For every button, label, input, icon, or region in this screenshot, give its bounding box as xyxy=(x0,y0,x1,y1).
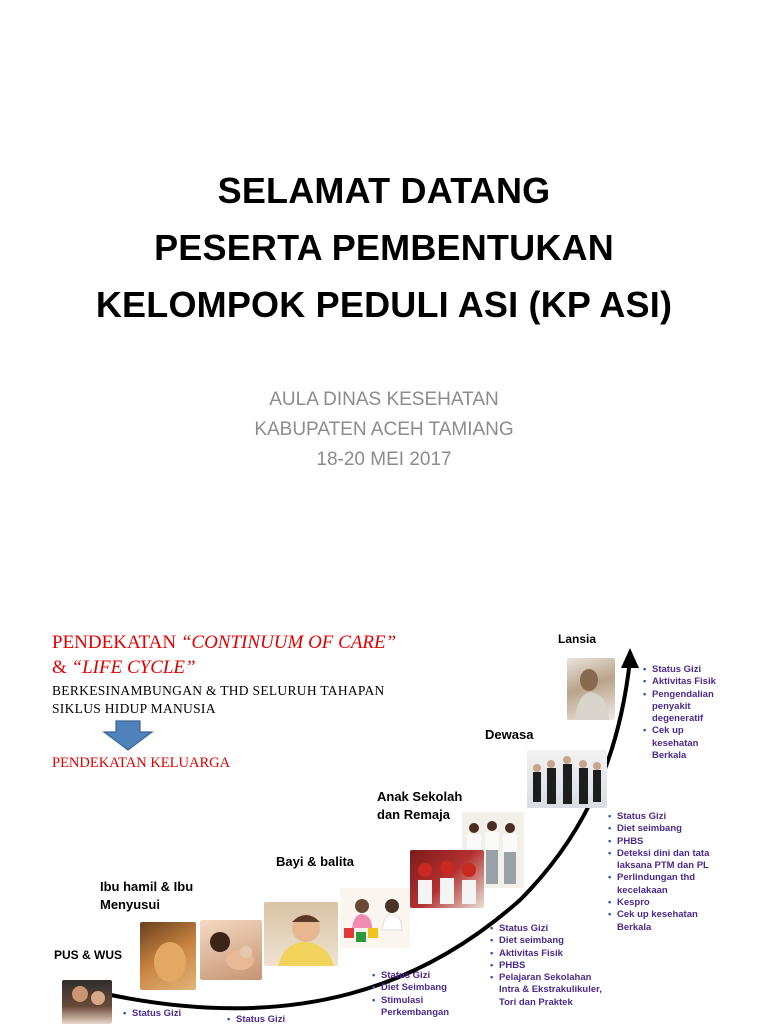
subheading-line-1: BERKESINAMBUNGAN & THD SELURUH TAHAPAN xyxy=(52,683,385,698)
list-item: • Status Gizi xyxy=(607,811,712,823)
list-item: • Status Gizi xyxy=(642,664,726,676)
list-item: • Stimulasi Perkembangan xyxy=(371,995,471,1020)
photo-anak-sekolah xyxy=(410,850,484,908)
heading-continuum: “CONTINUUM OF CARE” xyxy=(180,632,397,653)
title-line-2: PESERTA PEMBENTUKAN xyxy=(154,227,614,268)
approach-subheading xyxy=(52,682,385,718)
list-bayi-balita xyxy=(371,970,471,1019)
list-item: • Deteksi dini dan tata laksana PTM dan PL xyxy=(607,848,712,873)
heading-prefix: PENDEKATAN xyxy=(52,632,181,653)
photo-lansia xyxy=(567,658,615,720)
list-item: • Status Gizi xyxy=(122,1008,202,1020)
stage-ibu-line-1: Ibu hamil & Ibu xyxy=(100,879,194,894)
list-item: • PHBS xyxy=(607,836,712,848)
stage-lansia: Lansia xyxy=(558,632,597,646)
heading-and: & xyxy=(52,657,72,678)
slide-subtitle xyxy=(0,385,768,475)
stage-ibu-line-2: Menyusui xyxy=(100,897,160,912)
subheading-line-2: SIKLUS HIDUP MANUSIA xyxy=(52,701,216,716)
list-lansia xyxy=(642,664,726,762)
list-item: • Cek up kesehatan Berkala xyxy=(607,909,712,934)
stage-ibu xyxy=(100,878,193,914)
down-arrow-icon xyxy=(102,720,154,752)
list-item: • Pelajaran Sekolahan Intra & Ekstrakulikuler, Tori dan Praktek xyxy=(489,972,611,1009)
photo-balita xyxy=(340,888,410,948)
list-item: • Diet seimbang xyxy=(607,823,712,835)
stage-dewasa: Dewasa xyxy=(485,727,534,742)
list-pus xyxy=(122,1008,202,1020)
list-item: • Status Gizi xyxy=(226,1014,306,1024)
title-line-3: KELOMPOK PEDULI ASI (KP ASI) xyxy=(95,284,673,325)
list-item: • Kespro xyxy=(607,897,712,909)
list-dewasa xyxy=(607,811,712,934)
stage-anak-line-1: Anak Sekolah xyxy=(377,789,463,804)
list-item: • Diet seimbang xyxy=(489,935,611,947)
list-item: • Pengendalian penyakit degeneratif xyxy=(642,689,726,726)
list-item: • Perlindungan thd kecelakaan xyxy=(607,872,712,897)
photo-bayi xyxy=(264,902,338,966)
life-cycle-slide xyxy=(0,600,768,1024)
list-ibu xyxy=(226,1014,306,1024)
list-item: • Status Gizi xyxy=(371,970,471,982)
title-line-1: SELAMAT DATANG xyxy=(217,170,551,211)
list-item: • Diet Seimbang xyxy=(371,982,471,994)
list-item: • PHBS xyxy=(489,960,611,972)
family-approach-label: PENDEKATAN KELUARGA xyxy=(52,755,231,771)
photo-ibu-hamil xyxy=(140,922,196,990)
photo-menyusui xyxy=(200,920,262,980)
list-item: • Status Gizi xyxy=(489,923,611,935)
subtitle-regency: KABUPATEN ACEH TAMIANG xyxy=(254,419,514,440)
approach-heading xyxy=(52,630,396,680)
photo-dewasa xyxy=(527,750,607,808)
heading-life-cycle: “LIFE CYCLE” xyxy=(71,657,196,678)
list-item: • Aktivitas Fisik xyxy=(489,948,611,960)
photo-pus-wus xyxy=(62,980,112,1024)
slide-title xyxy=(0,162,768,333)
subtitle-venue: AULA DINAS KESEHATAN xyxy=(269,389,499,410)
list-item: • Cek up kesehatan Berkala xyxy=(642,725,726,762)
list-item: • Aktivitas Fisik xyxy=(642,676,726,688)
stage-bayi: Bayi & balita xyxy=(276,854,355,869)
subtitle-date: 18-20 MEI 2017 xyxy=(316,449,452,470)
stage-pus: PUS & WUS xyxy=(54,948,123,962)
list-anak-sekolah xyxy=(489,923,611,1009)
stage-anak-sekolah xyxy=(377,788,462,824)
stage-anak-line-2: dan Remaja xyxy=(377,807,450,822)
